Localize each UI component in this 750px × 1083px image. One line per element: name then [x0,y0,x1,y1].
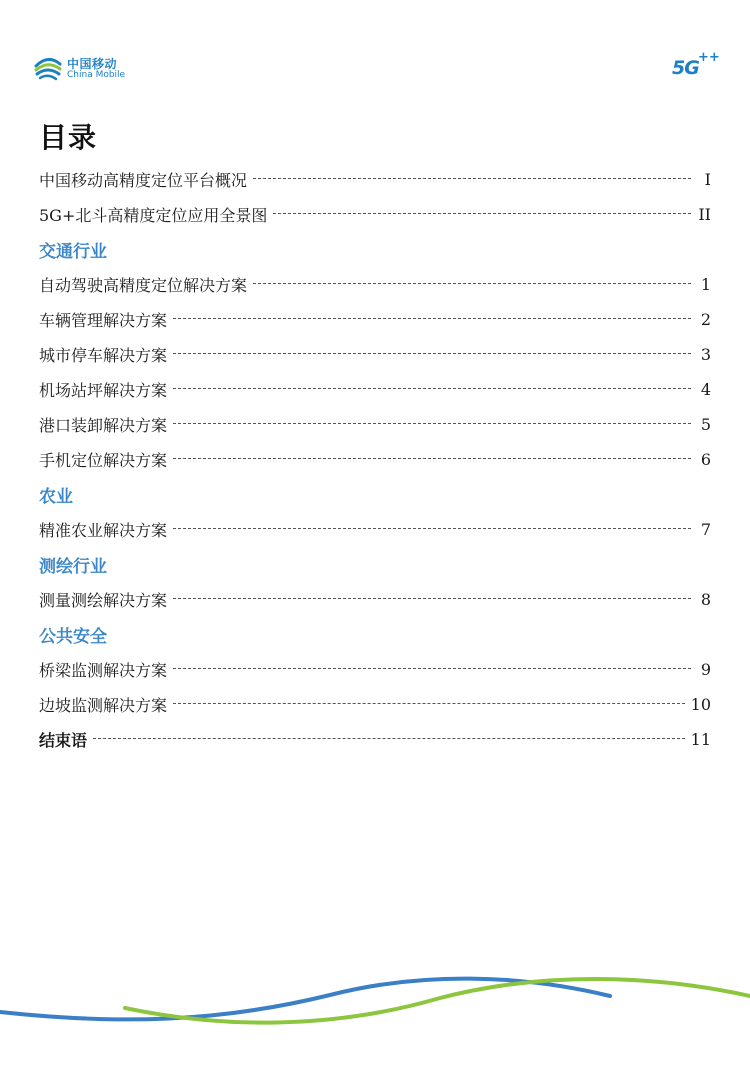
entry-label: 5G+北斗高精度定位应用全景图 [39,206,268,225]
page-number: 3 [700,345,711,364]
toc-entry[interactable] [39,582,711,617]
entry-label: 手机定位解决方案 [39,451,168,470]
decorative-waves [0,960,750,1083]
dot-leader [173,668,691,669]
5g-plus-logo [668,50,720,84]
dot-leader [173,703,685,704]
toc-entry[interactable] [39,407,711,442]
dot-leader [173,458,691,459]
dot-leader [173,388,691,389]
toc-title: 目录 [39,121,98,154]
page-number: 6 [700,450,711,469]
dot-leader [93,738,685,739]
toc-entry[interactable] [39,337,711,372]
brand-name-en: China Mobile [67,70,126,80]
toc-entry[interactable] [39,162,711,197]
page-number: 8 [700,590,711,609]
toc-section-heading [39,617,711,652]
entry-label: 精准农业解决方案 [39,521,168,540]
page-number: 4 [700,380,711,399]
entry-label: 中国移动高精度定位平台概况 [39,171,248,190]
china-mobile-logo [32,52,142,88]
toc-entry[interactable] [39,372,711,407]
5g-text: 5G [672,57,699,79]
dot-leader [173,423,691,424]
entry-label: 车辆管理解决方案 [39,311,168,330]
entry-label: 测量测绘解决方案 [39,591,168,610]
toc-entry[interactable] [39,302,711,337]
toc-entry[interactable] [39,512,711,547]
entry-label: 结束语 [39,731,88,750]
entry-label: 城市停车解决方案 [39,346,168,365]
dot-leader [253,178,691,179]
toc-section-heading [39,477,711,512]
brand-name-cn: 中国移动 [67,57,118,71]
section-label: 测绘行业 [39,557,107,577]
page-number: 11 [690,730,711,749]
section-label: 公共安全 [39,627,107,647]
dot-leader [273,213,691,214]
dot-leader [253,283,691,284]
page-number: 9 [700,660,711,679]
entry-label: 机场站坪解决方案 [39,381,168,400]
page-number: 2 [700,310,711,329]
page-number: I [704,170,711,189]
dot-leader [173,528,691,529]
toc-section-heading [39,547,711,582]
toc-entry[interactable] [39,722,711,757]
entry-label: 港口装卸解决方案 [39,416,168,435]
plus-icon: ++ [698,50,720,65]
toc-entry[interactable] [39,442,711,477]
page-number: 5 [700,415,711,434]
entry-label: 自动驾驶高精度定位解决方案 [39,276,248,295]
toc-entry[interactable] [39,652,711,687]
china-mobile-logo-mark-icon [32,52,64,84]
toc-entry[interactable] [39,197,711,232]
table-of-contents [39,162,711,757]
section-label: 交通行业 [39,242,107,262]
page-number: 7 [700,520,711,539]
toc-entry[interactable] [39,267,711,302]
toc-section-heading [39,232,711,267]
page-number: II [698,205,711,224]
entry-label: 边坡监测解决方案 [39,696,168,715]
dot-leader [173,353,691,354]
page-number: 10 [690,695,711,714]
entry-label: 桥梁监测解决方案 [39,661,168,680]
section-label: 农业 [39,487,73,507]
dot-leader [173,318,691,319]
dot-leader [173,598,691,599]
page-number: 1 [700,275,711,294]
toc-entry[interactable] [39,687,711,722]
